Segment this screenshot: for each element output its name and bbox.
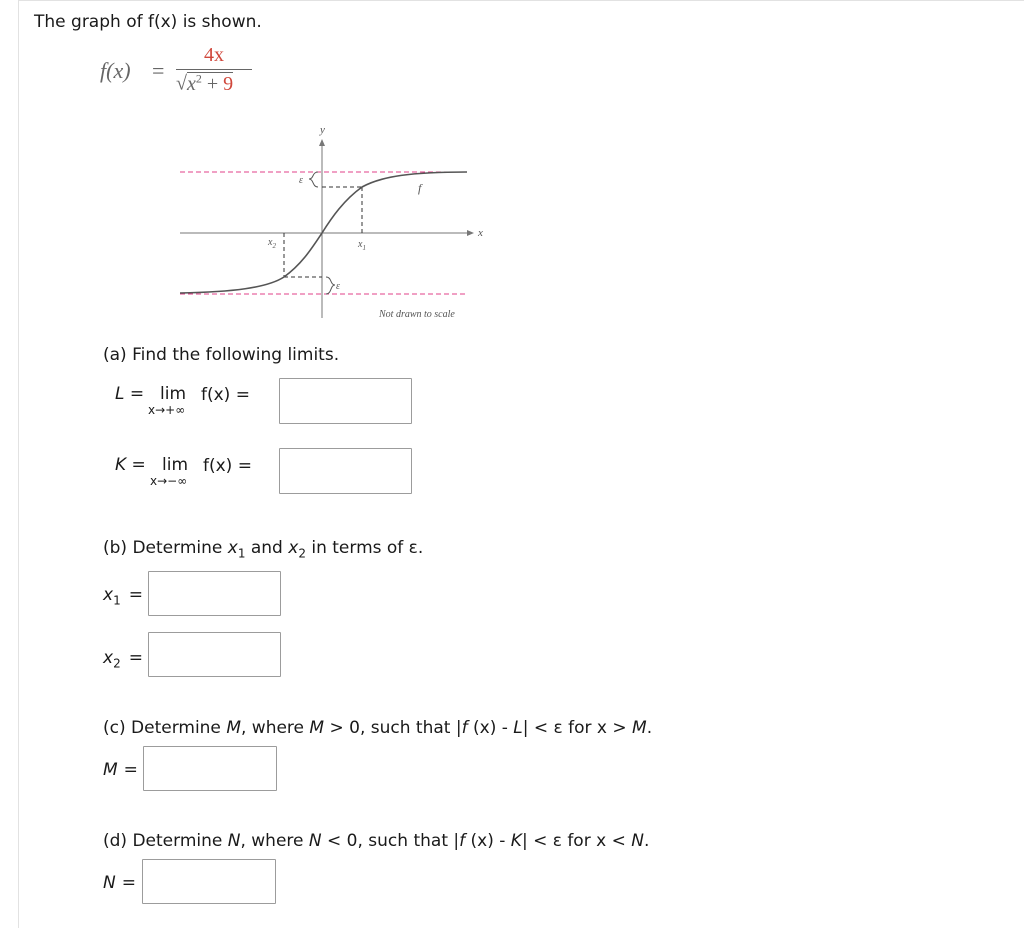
x-axis-label: x	[478, 227, 483, 239]
y-axis-arrow	[319, 139, 325, 146]
x-axis-arrow	[467, 230, 474, 236]
limit-K-rhs: f(x) =	[203, 456, 252, 476]
formula-denominator	[176, 71, 233, 96]
limit-L-lhs: L =	[115, 384, 145, 404]
denominator-exponent: 2	[195, 71, 202, 85]
limit-L-input[interactable]	[279, 378, 412, 424]
not-to-scale-note: Not drawn to scale	[379, 309, 455, 320]
denominator-constant: 9	[223, 72, 234, 95]
limit-L-lim: lim	[160, 384, 187, 404]
formula-equals: =	[152, 58, 165, 83]
epsilon-bottom-label: ε	[336, 281, 340, 292]
N-label: N =	[103, 873, 136, 893]
sqrt-sign: √	[176, 72, 187, 95]
x2-label: $x_2$ =	[103, 648, 143, 671]
limit-K-lhs: K =	[115, 455, 146, 475]
limit-K-subscript: x→−∞	[150, 474, 188, 488]
epsilon-brace-bottom	[326, 277, 335, 294]
denominator-plus: +	[201, 72, 224, 95]
limit-K-expression	[115, 455, 146, 475]
part-d-heading: (d) Determine N, where N < 0, such that |f (x) - K| < ε for x < N.	[103, 831, 650, 851]
N-input[interactable]	[142, 859, 276, 904]
limit-L-subscript: x→+∞	[148, 403, 186, 417]
limit-L-rhs: f(x) =	[201, 385, 250, 405]
y-axis-label: y	[320, 124, 325, 136]
part-c-heading: (c) Determine M, where M > 0, such that |f (x) - L| < ε for x > M.	[103, 718, 653, 738]
M-label: M =	[103, 760, 138, 780]
epsilon-top-label: ε	[299, 175, 303, 186]
formula-lhs: f(x)	[100, 58, 131, 83]
formula-numerator: 4x	[204, 44, 224, 66]
x1-label: $x_1$ =	[103, 585, 143, 608]
denominator-x: x	[186, 72, 196, 95]
epsilon-brace-top	[309, 172, 318, 187]
x2-input[interactable]	[148, 632, 281, 677]
limit-L-expression	[115, 384, 144, 404]
x2-graph-label: $x_2$	[268, 237, 276, 250]
fraction-bar	[176, 69, 252, 70]
curve-label: f	[418, 181, 422, 195]
x1-input[interactable]	[148, 571, 281, 616]
part-a-heading: (a) Find the following limits.	[103, 345, 340, 365]
part-b-heading: (b) Determine $x_1$ and $x_2$ in terms of ε.	[103, 538, 424, 561]
limit-K-lim: lim	[162, 455, 189, 475]
function-formula	[100, 44, 270, 100]
function-graph	[172, 118, 492, 328]
limit-K-input[interactable]	[279, 448, 412, 494]
M-input[interactable]	[143, 746, 277, 791]
x1-graph-label: $x_1$	[358, 239, 366, 252]
intro-text: The graph of f(x) is shown.	[34, 12, 262, 32]
